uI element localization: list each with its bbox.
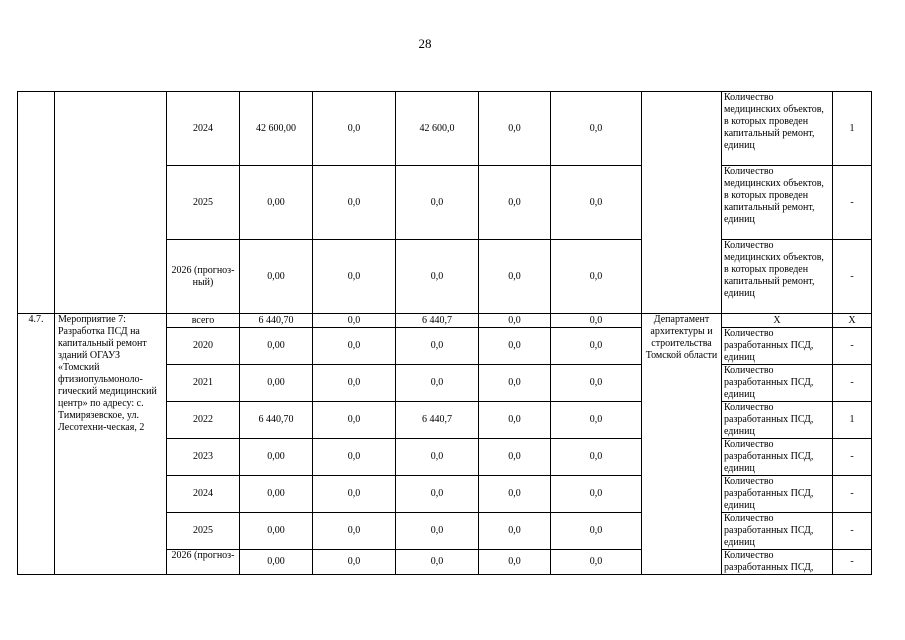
indicator-cell: Количество медицинских объектов, в которых проведен капитальный ремонт, единиц bbox=[722, 92, 833, 166]
number-cell-empty bbox=[18, 92, 55, 314]
indicator-cell: Количество разработанных ПСД, единиц bbox=[722, 365, 833, 402]
indicator-value-cell: 1 bbox=[833, 402, 872, 439]
year-cell: 2023 bbox=[167, 439, 240, 476]
federal-cell: 0,0 bbox=[313, 550, 396, 575]
indicator-value-cell: - bbox=[833, 476, 872, 513]
municipal-cell: 0,0 bbox=[479, 476, 551, 513]
indicator-value-cell: Х bbox=[833, 314, 872, 328]
year-cell: всего bbox=[167, 314, 240, 328]
municipal-cell: 0,0 bbox=[479, 92, 551, 166]
year-cell: 2022 bbox=[167, 402, 240, 439]
other-cell: 0,0 bbox=[551, 240, 642, 314]
year-cell: 2026 (прогноз-ный) bbox=[167, 240, 240, 314]
indicator-cell: Количество медицинских объектов, в которых проведен капитальный ремонт, единиц bbox=[722, 166, 833, 240]
federal-cell: 0,0 bbox=[313, 513, 396, 550]
total-cell: 0,00 bbox=[240, 439, 313, 476]
municipal-cell: 0,0 bbox=[479, 240, 551, 314]
name-cell-empty bbox=[55, 92, 167, 314]
event-number: 4.7. bbox=[18, 314, 55, 575]
regional-cell: 6 440,7 bbox=[396, 314, 479, 328]
executor-cell-empty bbox=[642, 92, 722, 314]
federal-cell: 0,0 bbox=[313, 314, 396, 328]
other-cell: 0,0 bbox=[551, 476, 642, 513]
indicator-cell: Количество медицинских объектов, в которых проведен капитальный ремонт, единиц bbox=[722, 240, 833, 314]
total-cell: 6 440,70 bbox=[240, 314, 313, 328]
other-cell: 0,0 bbox=[551, 513, 642, 550]
other-cell: 0,0 bbox=[551, 402, 642, 439]
indicator-cell: Количество разработанных ПСД, единиц bbox=[722, 402, 833, 439]
other-cell: 0,0 bbox=[551, 365, 642, 402]
total-cell: 0,00 bbox=[240, 166, 313, 240]
regional-cell: 6 440,7 bbox=[396, 402, 479, 439]
other-cell: 0,0 bbox=[551, 92, 642, 166]
other-cell: 0,0 bbox=[551, 328, 642, 365]
total-cell: 0,00 bbox=[240, 240, 313, 314]
total-cell: 42 600,00 bbox=[240, 92, 313, 166]
indicator-cell: Количество разработанных ПСД, единиц bbox=[722, 439, 833, 476]
regional-cell: 42 600,0 bbox=[396, 92, 479, 166]
indicator-value-cell: - bbox=[833, 166, 872, 240]
executor-cell: Департамент архитектуры и строительства Томской области bbox=[642, 314, 722, 575]
regional-cell: 0,0 bbox=[396, 550, 479, 575]
indicator-value-cell: 1 bbox=[833, 92, 872, 166]
total-cell: 0,00 bbox=[240, 550, 313, 575]
municipal-cell: 0,0 bbox=[479, 402, 551, 439]
indicator-cell: Количество разработанных ПСД, bbox=[722, 550, 833, 575]
indicator-value-cell: - bbox=[833, 439, 872, 476]
program-table bbox=[17, 91, 872, 575]
year-cell: 2025 bbox=[167, 166, 240, 240]
municipal-cell: 0,0 bbox=[479, 328, 551, 365]
indicator-cell: Количество разработанных ПСД, единиц bbox=[722, 328, 833, 365]
year-cell: 2024 bbox=[167, 92, 240, 166]
other-cell: 0,0 bbox=[551, 439, 642, 476]
municipal-cell: 0,0 bbox=[479, 439, 551, 476]
year-cell: 2020 bbox=[167, 328, 240, 365]
other-cell: 0,0 bbox=[551, 550, 642, 575]
municipal-cell: 0,0 bbox=[479, 166, 551, 240]
year-cell: 2024 bbox=[167, 476, 240, 513]
indicator-value-cell: - bbox=[833, 240, 872, 314]
other-cell: 0,0 bbox=[551, 314, 642, 328]
federal-cell: 0,0 bbox=[313, 476, 396, 513]
table-row-total bbox=[18, 314, 872, 328]
federal-cell: 0,0 bbox=[313, 365, 396, 402]
municipal-cell: 0,0 bbox=[479, 550, 551, 575]
federal-cell: 0,0 bbox=[313, 402, 396, 439]
year-cell: 2026 (прогноз- bbox=[167, 550, 240, 575]
indicator-value-cell: - bbox=[833, 550, 872, 575]
event-name: Мероприятие 7: Разработка ПСД на капитальный ремонт зданий ОГАУЗ «Томский фтизиопульмоноло-гический медицинский центр» по адресу: с. Тимирязевское, ул. Лесотехни-ческая, 2 bbox=[55, 314, 167, 575]
regional-cell: 0,0 bbox=[396, 166, 479, 240]
federal-cell: 0,0 bbox=[313, 92, 396, 166]
municipal-cell: 0,0 bbox=[479, 365, 551, 402]
indicator-value-cell: - bbox=[833, 365, 872, 402]
federal-cell: 0,0 bbox=[313, 328, 396, 365]
total-cell: 0,00 bbox=[240, 476, 313, 513]
table-row bbox=[18, 92, 872, 166]
indicator-value-cell: - bbox=[833, 513, 872, 550]
federal-cell: 0,0 bbox=[313, 166, 396, 240]
regional-cell: 0,0 bbox=[396, 365, 479, 402]
indicator-value-cell: - bbox=[833, 328, 872, 365]
federal-cell: 0,0 bbox=[313, 439, 396, 476]
page-number: 28 bbox=[418, 36, 432, 51]
other-cell: 0,0 bbox=[551, 166, 642, 240]
total-cell: 0,00 bbox=[240, 365, 313, 402]
total-cell: 0,00 bbox=[240, 328, 313, 365]
indicator-cell: Количество разработанных ПСД, единиц bbox=[722, 476, 833, 513]
total-cell: 6 440,70 bbox=[240, 402, 313, 439]
federal-cell: 0,0 bbox=[313, 240, 396, 314]
regional-cell: 0,0 bbox=[396, 439, 479, 476]
regional-cell: 0,0 bbox=[396, 476, 479, 513]
regional-cell: 0,0 bbox=[396, 513, 479, 550]
indicator-cell: Количество разработанных ПСД, единиц bbox=[722, 513, 833, 550]
indicator-cell: Х bbox=[722, 314, 833, 328]
regional-cell: 0,0 bbox=[396, 328, 479, 365]
regional-cell: 0,0 bbox=[396, 240, 479, 314]
municipal-cell: 0,0 bbox=[479, 314, 551, 328]
year-cell: 2021 bbox=[167, 365, 240, 402]
municipal-cell: 0,0 bbox=[479, 513, 551, 550]
year-cell: 2025 bbox=[167, 513, 240, 550]
total-cell: 0,00 bbox=[240, 513, 313, 550]
